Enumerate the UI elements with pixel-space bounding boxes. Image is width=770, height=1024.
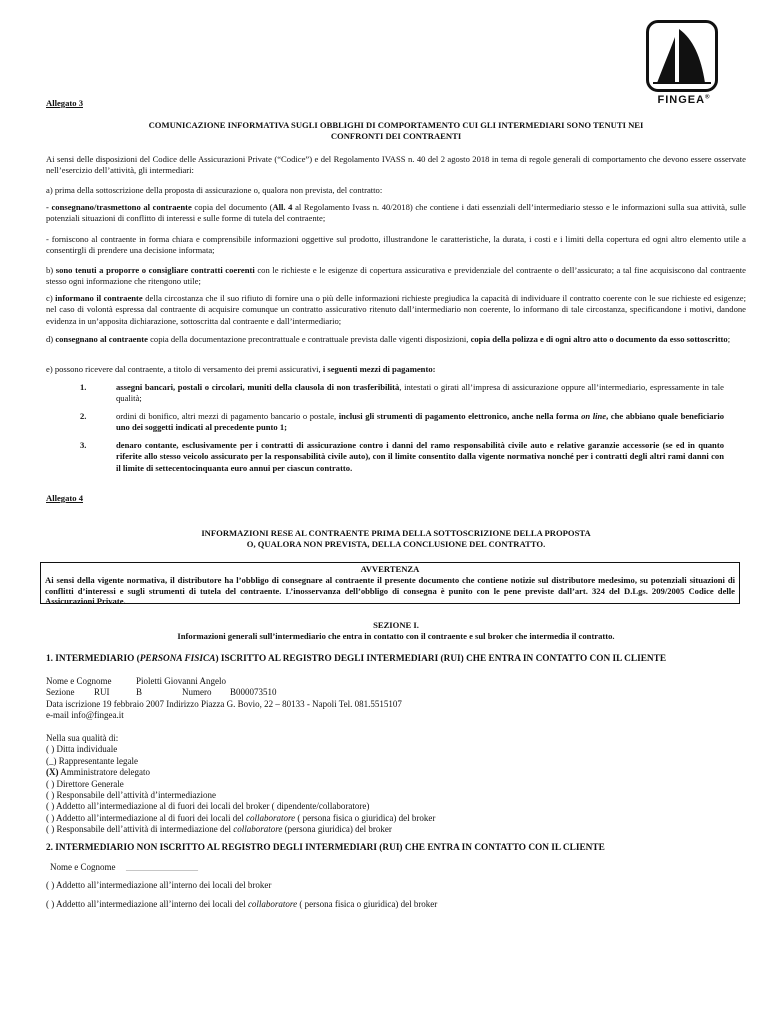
qualita-option[interactable]: ( ) Responsabile dell’attività d’intermediazione — [46, 790, 216, 801]
paragraph-b: b) sono tenuti a proporre o consigliare contratti coerenti con le richieste e le esigenze di copertura assicurativa e previdenziale del contraente o dell’assicurato; a tal fine acquisiscono dal contraente stesso ogni informazione che ritengono utile; — [46, 265, 746, 287]
nome-value: Pioletti Giovanni Angelo — [136, 676, 226, 686]
qualita-list — [46, 733, 606, 836]
sezione-label: Sezione — [46, 687, 75, 698]
s2-option-2[interactable]: ( ) Addetto all’intermediazione all’interno dei locali del collaboratore ( persona fisica o giuridica) del broker — [46, 899, 438, 909]
qualita-label: Nella sua qualità di: — [46, 733, 119, 743]
allegato3-title: COMUNICAZIONE INFORMATIVA SUGLI OBBLIGHI DI COMPORTAMENTO CUI GLI INTERMEDIARI SONO TENUTI NEI CONFRONTI DEI CONTRAENTI — [148, 120, 644, 142]
paragraph-a: a) prima della sottoscrizione della proposta di assicurazione o, qualora non prevista, del contratto: — [46, 185, 383, 195]
brand-name: FINGEA® — [657, 94, 711, 106]
fingea-logo — [643, 18, 725, 106]
intro-paragraph: Ai sensi delle disposizioni del Codice delle Assicurazioni Private (“Codice”) e del Regolamento IVASS n. 40 del 2 agosto 2018 in tema di regole generali di comportamento che devono essere osservate nell’esercizio dell’attività, gli intermediari: — [46, 154, 746, 176]
intermediary-details — [46, 676, 566, 722]
qualita-option[interactable]: ( ) Addetto all’intermediazione al di fuori dei locali del broker ( dipendente/collaboratore) — [46, 801, 370, 812]
qualita-option[interactable]: ( ) Direttore Generale — [46, 778, 124, 789]
section-1-heading: 1. INTERMEDIARIO (PERSONA FISICA) ISCRITTO AL REGISTRO DEGLI INTERMEDIARI (RUI) CHE ENTRA IN CONTATTO CON IL CLIENTE — [46, 654, 667, 664]
payment-item-2: 2. ordini di bonifico, altri mezzi di pagamento bancario o postale, inclusi gli strumenti di pagamento elettronico, anche nella forma on line, che abbiano quale beneficiario uno dei soggetti indicati al precedente punto 1; — [80, 411, 725, 433]
paragraph-e: e) possono ricevere dal contraente, a titolo di versamento dei premi assicurativi, i seguenti mezzi di pagamento: — [46, 364, 436, 374]
allegato4-label: Allegato 4 — [46, 493, 83, 503]
section-subtitle: Informazioni generali sull’intermediario che entra in contatto con il contraente e sul broker che intermedia il contratto. — [177, 631, 615, 641]
warning-box — [40, 562, 740, 607]
section-2-nome — [46, 862, 606, 873]
qualita-option[interactable]: (_) Rappresentante legale — [46, 755, 138, 766]
allegato4-title: INFORMAZIONI RESE AL CONTRAENTE PRIMA DELLA SOTTOSCRIZIONE DELLA PROPOSTA O, QUALORA NON PREVISTA, DELLA CONCLUSIONE DEL CONTRATTO. — [201, 528, 591, 550]
section-title: SEZIONE I. — [373, 620, 419, 630]
sezione-rui: RUI — [94, 687, 110, 698]
paragraph-a1: - consegnano/trasmettono al contraente copia del documento (All. 4 al Regolamento Ivass n. 40/2018) che contiene i dati essenziali dell’intermediario stesso e le informazioni sulla sua attività, sulle potenziali situazioni di conflitto di interessi e sulle forme di tutela del contraente; — [46, 202, 746, 224]
qualita-option[interactable]: ( ) Addetto all’intermediazione al di fuori dei locali del collaboratore ( persona fisica o giuridica) del broker — [46, 812, 436, 823]
registration-line: Data iscrizione 19 febbraio 2007 Indirizzo Piazza G. Bovio, 22 – 80133 - Napoli Tel. 081.5515107 — [46, 698, 402, 709]
qualita-option[interactable]: ( ) Responsabile dell’attività di intermediazione del collaboratore (persona giuridica) del broker — [46, 824, 392, 835]
allegato3-label: Allegato 3 — [46, 98, 83, 108]
payment-item-1: 1. assegni bancari, postali o circolari, muniti della clausola di non trasferibilità, intestati o girati all’impresa di assicurazione oppure all’intermediario, espressamente in tale qualità; — [80, 382, 725, 404]
sezione-value: B — [136, 687, 143, 698]
payment-item-3: 3. denaro contante, esclusivamente per i contratti di assicurazione contro i danni del ramo responsabilità civile auto e relative garanzie accessorie (se ed in quanto riferite allo stesso veicolo assicurato per la responsabilità civile auto), con il limite consentito dalla vigente normativa nonché per i contratti degli altri rami danni con il limite di settecentocinquanta euro annui per ciascun contratto. — [80, 440, 724, 473]
email-line: e-mail info@fingea.it — [46, 710, 124, 721]
paragraph-d: d) consegnano al contraente copia della documentazione precontrattuale e contrattuale prevista dalle vigenti disposizioni, copia della polizza e di ogni altro atto o documento da esso sottoscritto; — [46, 334, 731, 344]
qualita-option-selected[interactable]: (X) Amministratore delegato — [46, 767, 150, 778]
sailboat-icon — [646, 20, 718, 92]
numero-value: B000073510 — [230, 687, 277, 698]
s2-option-1[interactable]: ( ) Addetto all’intermediazione all’interno dei locali del broker — [46, 880, 272, 890]
warning-title: AVVERTENZA — [360, 564, 420, 574]
qualita-option[interactable]: ( ) Ditta individuale — [46, 744, 118, 755]
paragraph-c: c) informano il contraente della circostanza che il suo rifiuto di fornire una o più delle informazioni richieste pregiudica la capacità di individuare il contratto coerente con le sue richieste ed esigenze; nel caso di volontà espressa dal contraente di acquisire comunque un contratto assicurativo ritenuto dall’intermediario non coerente, lo informano di tale circostanza, specificandone i motivi, dandone evidenza in un’apposita dichiarazione, sottoscritta dal contraente e dall’intermediario; — [46, 293, 746, 326]
s2-nome-field[interactable]: ________________ — [126, 862, 198, 872]
s2-nome-label: Nome e Cognome — [50, 862, 116, 872]
warning-text: Ai sensi della vigente normativa, il distributore ha l’obbligo di consegnare al contraente il presente documento che contiene notizie sul distributore medesimo, su potenziali situazioni di conflitti d’interessi e sugli strumenti di tutela del contraente. L’inosservanza dell’obbligo di consegna è punito con le pene previste dall’art. 324 del D.Lgs. 209/2005 Codice delle Assicurazioni Private. — [45, 575, 735, 607]
paragraph-a2: - forniscono al contraente in forma chiara e comprensibile informazioni oggettive sul prodotto, illustrandone le caratteristiche, la durata, i costi e i limiti della copertura ed ogni altro elemento utile a consentirgli di prendere una decisione informata; — [46, 234, 746, 256]
section-2-heading: 2. INTERMEDIARIO NON ISCRITTO AL REGISTRO DEGLI INTERMEDIARI (RUI) CHE ENTRA IN CONTATTO CON IL CLIENTE — [46, 843, 605, 853]
nome-label: Nome e Cognome — [46, 676, 112, 686]
numero-label: Numero — [182, 687, 212, 698]
